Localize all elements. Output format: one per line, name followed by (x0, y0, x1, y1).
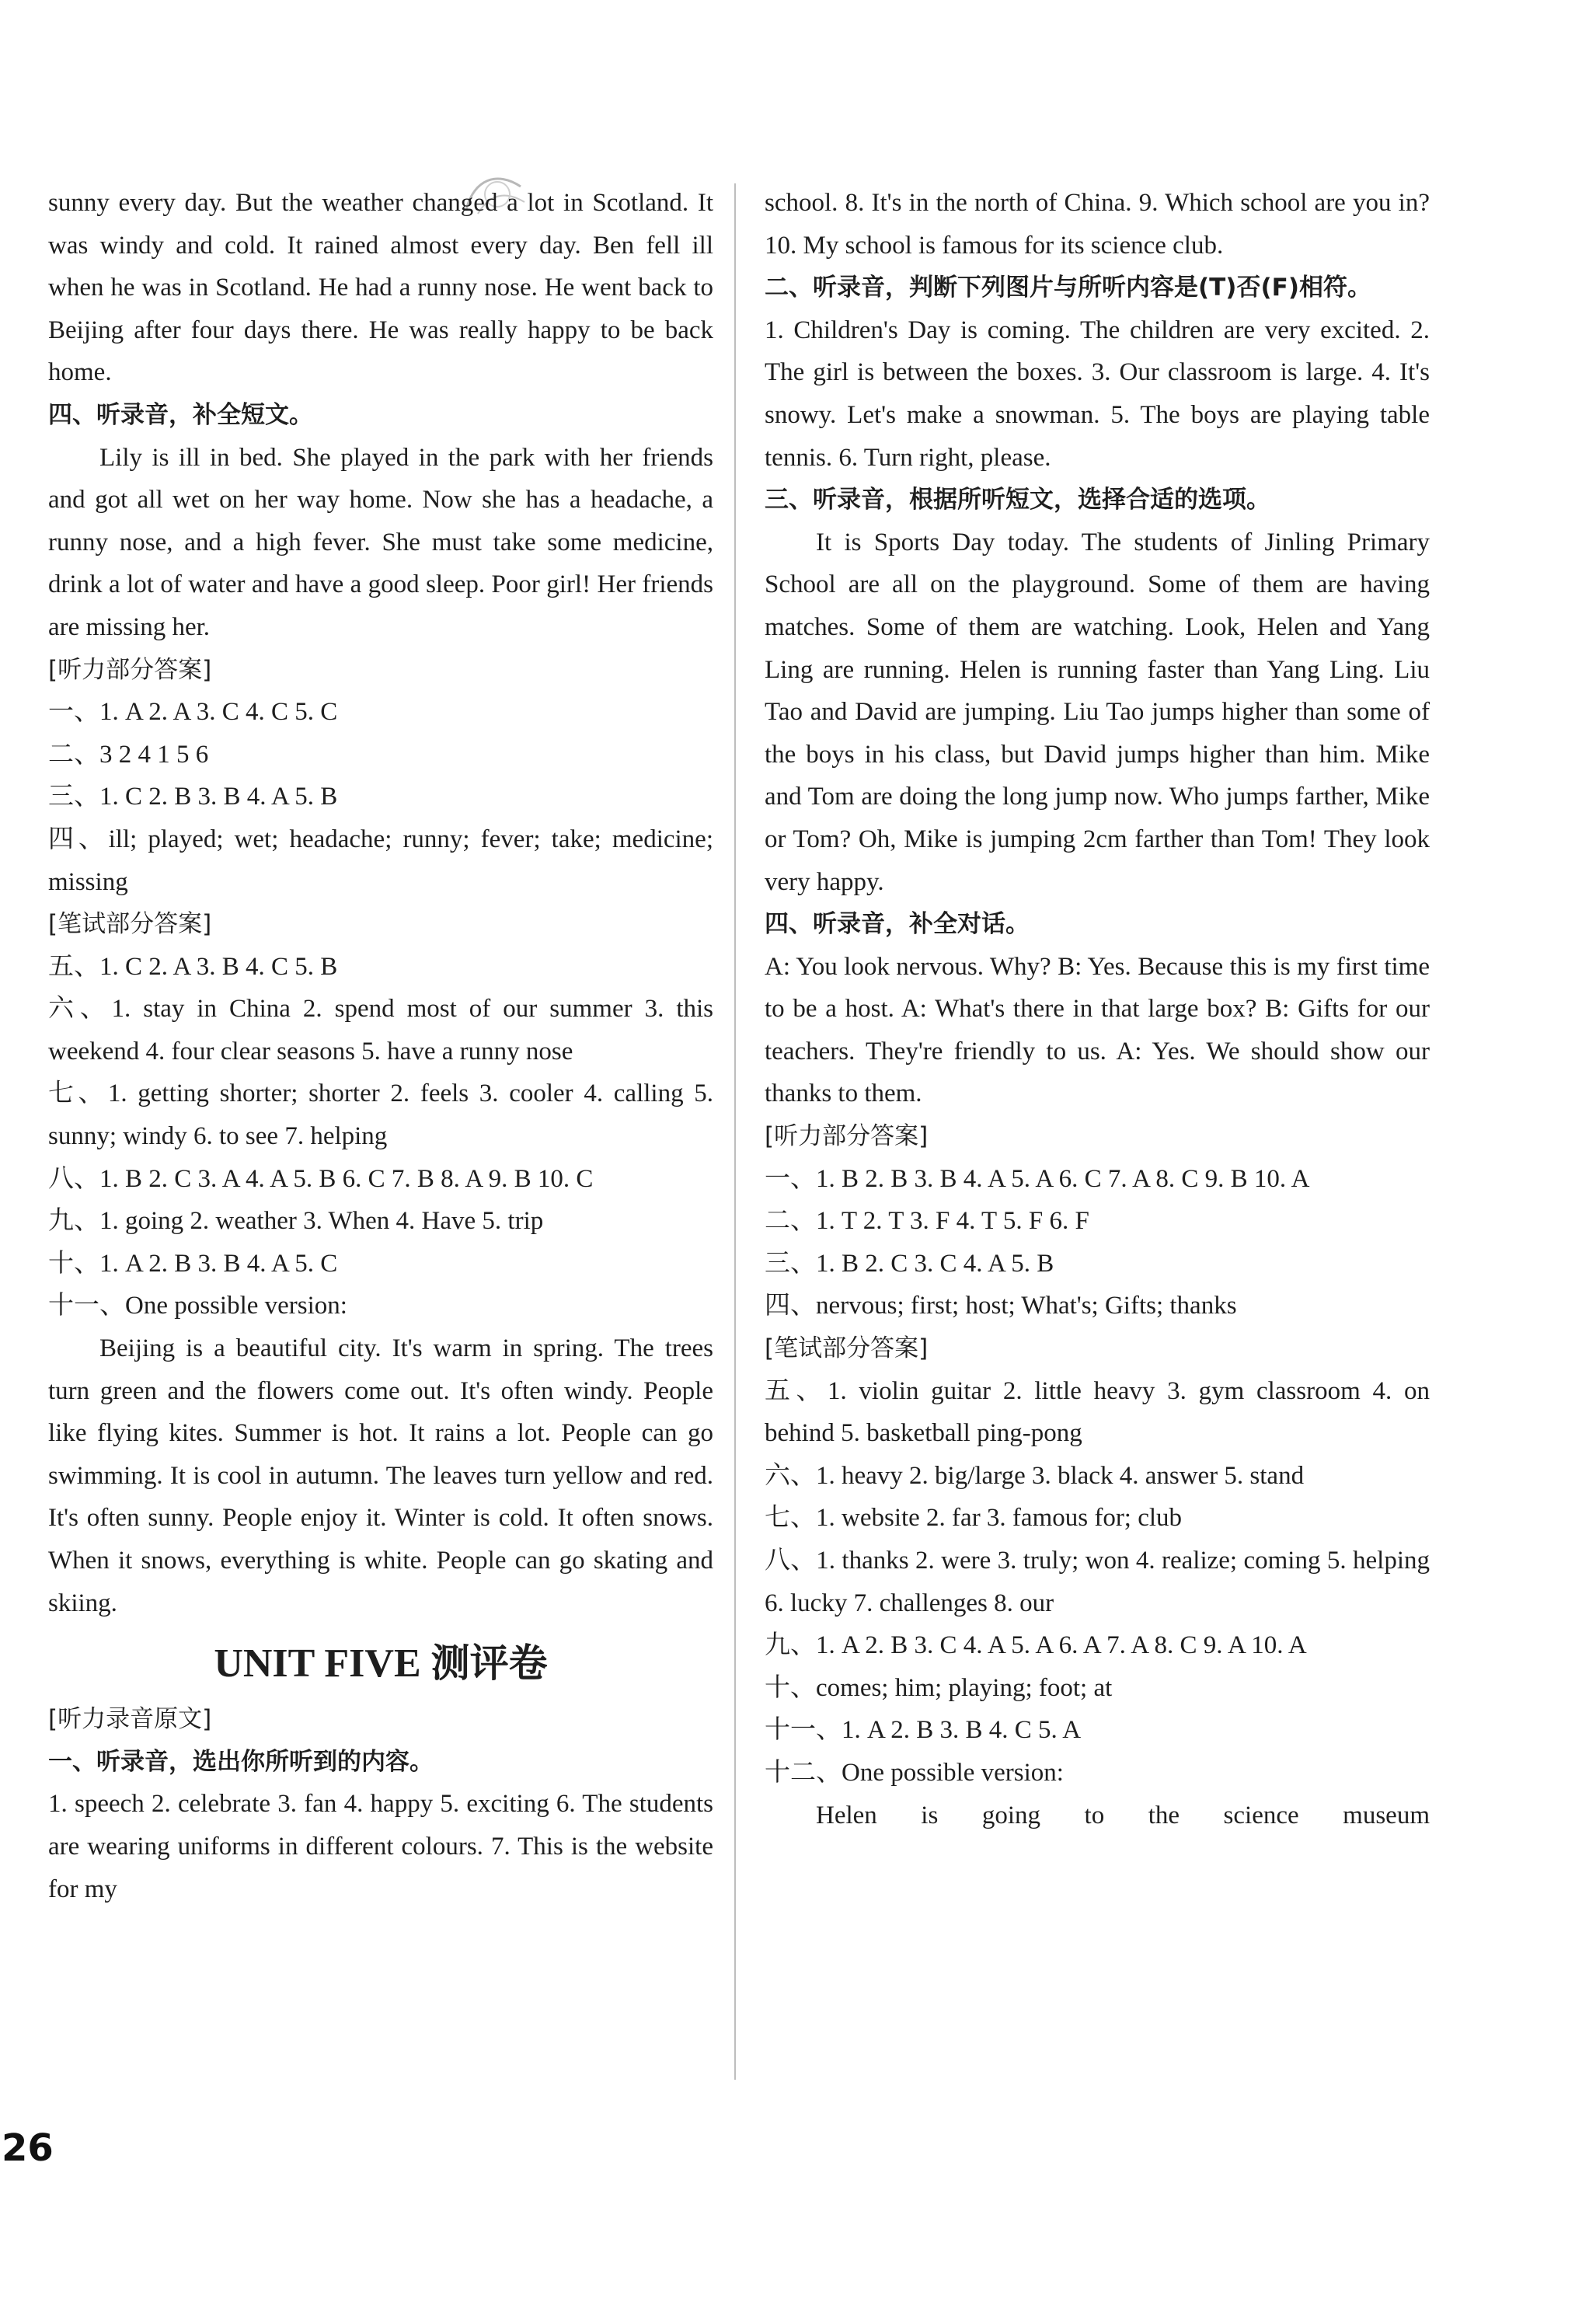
answer-line: 五、1. violin guitar 2. little heavy 3. gym classroom 4. on behind 5. basketball ping-pong (765, 1376, 1430, 1448)
answer-line: 二、1. T 2. T 3. F 4. T 5. F 6. F (765, 1207, 1089, 1236)
answer-line: 一、1. B 2. B 3. B 4. A 5. A 6. C 7. A 8. C 9. B 10. A (765, 1164, 1310, 1193)
answer-line: 三、1. C 2. B 3. B 4. A 5. B (48, 783, 338, 811)
answer-line: 三、1. B 2. C 3. C 4. A 5. B (765, 1249, 1054, 1278)
transcript-section-3: It is Sports Day today. The students of Jinling Primary School are all on the playground. Some of them are having matches. Some of them are watching. Look, Helen and Yang Ling are running. Helen is running faster than Yang Ling. Liu Tao and David are jumping. Liu Tao jumps higher than some of the boys in his class, but David jumps higher than him. Mike and Tom are doing the long jump now. Who jumps farther, Mike or Tom? Oh, Mike is jumping 2cm farther than Tom! They look very happy. (765, 528, 1430, 896)
passage-ben: sunny every day. But the weather changed a lot in Scotland. It was windy and cold. It rained almost every day. Ben fell ill when he was in Scotland. He had a runny nose. He went back to Beijing after four days there. He was really happy to be back home. (48, 189, 713, 387)
transcript-heading: [听力录音原文] (48, 1705, 212, 1734)
passage-lily: Lily is ill in bed. She played in the park with her friends and got all wet on her way home. Now she has a headache, a runny nose, and a high fever. She must take some medicine, drink a lot of water and have a good sleep. Poor girl! Her friends are missing her. (48, 443, 713, 641)
transcript-section-2: 1. Children's Day is coming. The children are very excited. 2. The girl is between the boxes. 3. Our classroom is large. 4. It's snowy. Let's make a snowman. 5. The boys are playing table tennis. 6. Turn right, please. (765, 316, 1430, 472)
essay-start: Helen is going to the science museum (816, 1801, 1430, 1829)
section-heading: 二、听录音，判断下列图片与所听内容是(T)否(F)相符。 (765, 274, 1371, 302)
written-answers-heading: [笔试部分答案] (765, 1334, 929, 1363)
answer-line: 九、1. going 2. weather 3. When 4. Have 5. trip (48, 1207, 544, 1236)
answer-line: 二、3 2 4 1 5 6 (48, 740, 209, 769)
section-heading: 四、听录音，补全短文。 (48, 400, 313, 429)
transcript-section-1: 1. speech 2. celebrate 3. fan 4. happy 5. exciting 6. The students are wearing uniforms in different colours. 7. This is the website for my (48, 1790, 713, 1903)
listening-answers-heading: [听力部分答案] (765, 1122, 929, 1151)
section-heading: 三、听录音，根据所听短文，选择合适的选项。 (765, 486, 1270, 514)
unit-title-cn: 测评卷 (430, 1641, 548, 1686)
transcript-continued: school. 8. It's in the north of China. 9. Which school are you in? 10. My school is famous for its science club. (765, 189, 1430, 260)
answer-line: 一、1. A 2. A 3. C 4. C 5. C (48, 698, 338, 727)
answer-line: 十、1. A 2. B 3. B 4. A 5. C (48, 1249, 338, 1278)
written-answers-heading: [笔试部分答案] (48, 910, 212, 939)
answer-line: 十二、One possible version: (765, 1758, 1064, 1787)
listening-answers-heading: [听力部分答案] (48, 655, 212, 684)
answer-line: 九、1. A 2. B 3. C 4. A 5. A 6. A 7. A 8. C 9. A 10. A (765, 1631, 1307, 1660)
answer-line: 十一、1. A 2. B 3. B 4. C 5. A (765, 1716, 1082, 1745)
answer-line: 六、1. heavy 2. big/large 3. black 4. answer 5. stand (765, 1461, 1305, 1490)
right-column (765, 182, 1430, 1836)
answer-line: 七、1. getting shorter; shorter 2. feels 3. cooler 4. calling 5. sunny; windy 6. to see 7. helping (48, 1079, 713, 1151)
answer-line: 六、1. stay in China 2. spend most of our summer 3. this weekend 4. four clear seasons 5. have a runny nose (48, 995, 713, 1066)
answer-line: 八、1. B 2. C 3. A 4. A 5. B 6. C 7. B 8. A 9. B 10. C (48, 1164, 594, 1193)
section-heading: 四、听录音，补全对话。 (765, 910, 1030, 939)
unit-title-en: UNIT FIVE (214, 1641, 421, 1686)
answer-line: 十一、One possible version: (48, 1292, 347, 1320)
transcript-section-4: A: You look nervous. Why? B: Yes. Because this is my first time to be a host. A: What's there in that large box? B: Gifts for our teachers. They're friendly to us. A: Yes. We should show our thanks to them. (765, 952, 1430, 1108)
answer-line: 七、1. website 2. far 3. famous for; club (765, 1504, 1183, 1533)
left-column (48, 182, 713, 1910)
answer-line: 十、comes; him; playing; foot; at (765, 1673, 1113, 1702)
answer-line: 四、nervous; first; host; What's; Gifts; thanks (765, 1292, 1237, 1320)
answer-line: 四、ill; played; wet; headache; runny; fever; take; medicine; missing (48, 825, 713, 896)
unit-title (48, 1632, 713, 1695)
column-divider (734, 183, 736, 2080)
answer-line: 五、1. C 2. A 3. B 4. C 5. B (48, 952, 338, 981)
section-heading: 一、听录音，选出你所听到的内容。 (48, 1747, 434, 1776)
answer-line: 八、1. thanks 2. were 3. truly; won 4. realize; coming 5. helping 6. lucky 7. challenges 8. our (765, 1547, 1430, 1617)
page-number: 26 (2, 2126, 54, 2170)
essay-beijing: Beijing is a beautiful city. It's warm in spring. The trees turn green and the flowers come out. It's often windy. People like flying kites. Summer is hot. It rains a lot. People can go swimming. It is cool in autumn. The leaves turn yellow and red. It's often sunny. People enjoy it. Winter is cold. It often snows. When it snows, everything is white. People can go skating and skiing. (48, 1334, 713, 1617)
